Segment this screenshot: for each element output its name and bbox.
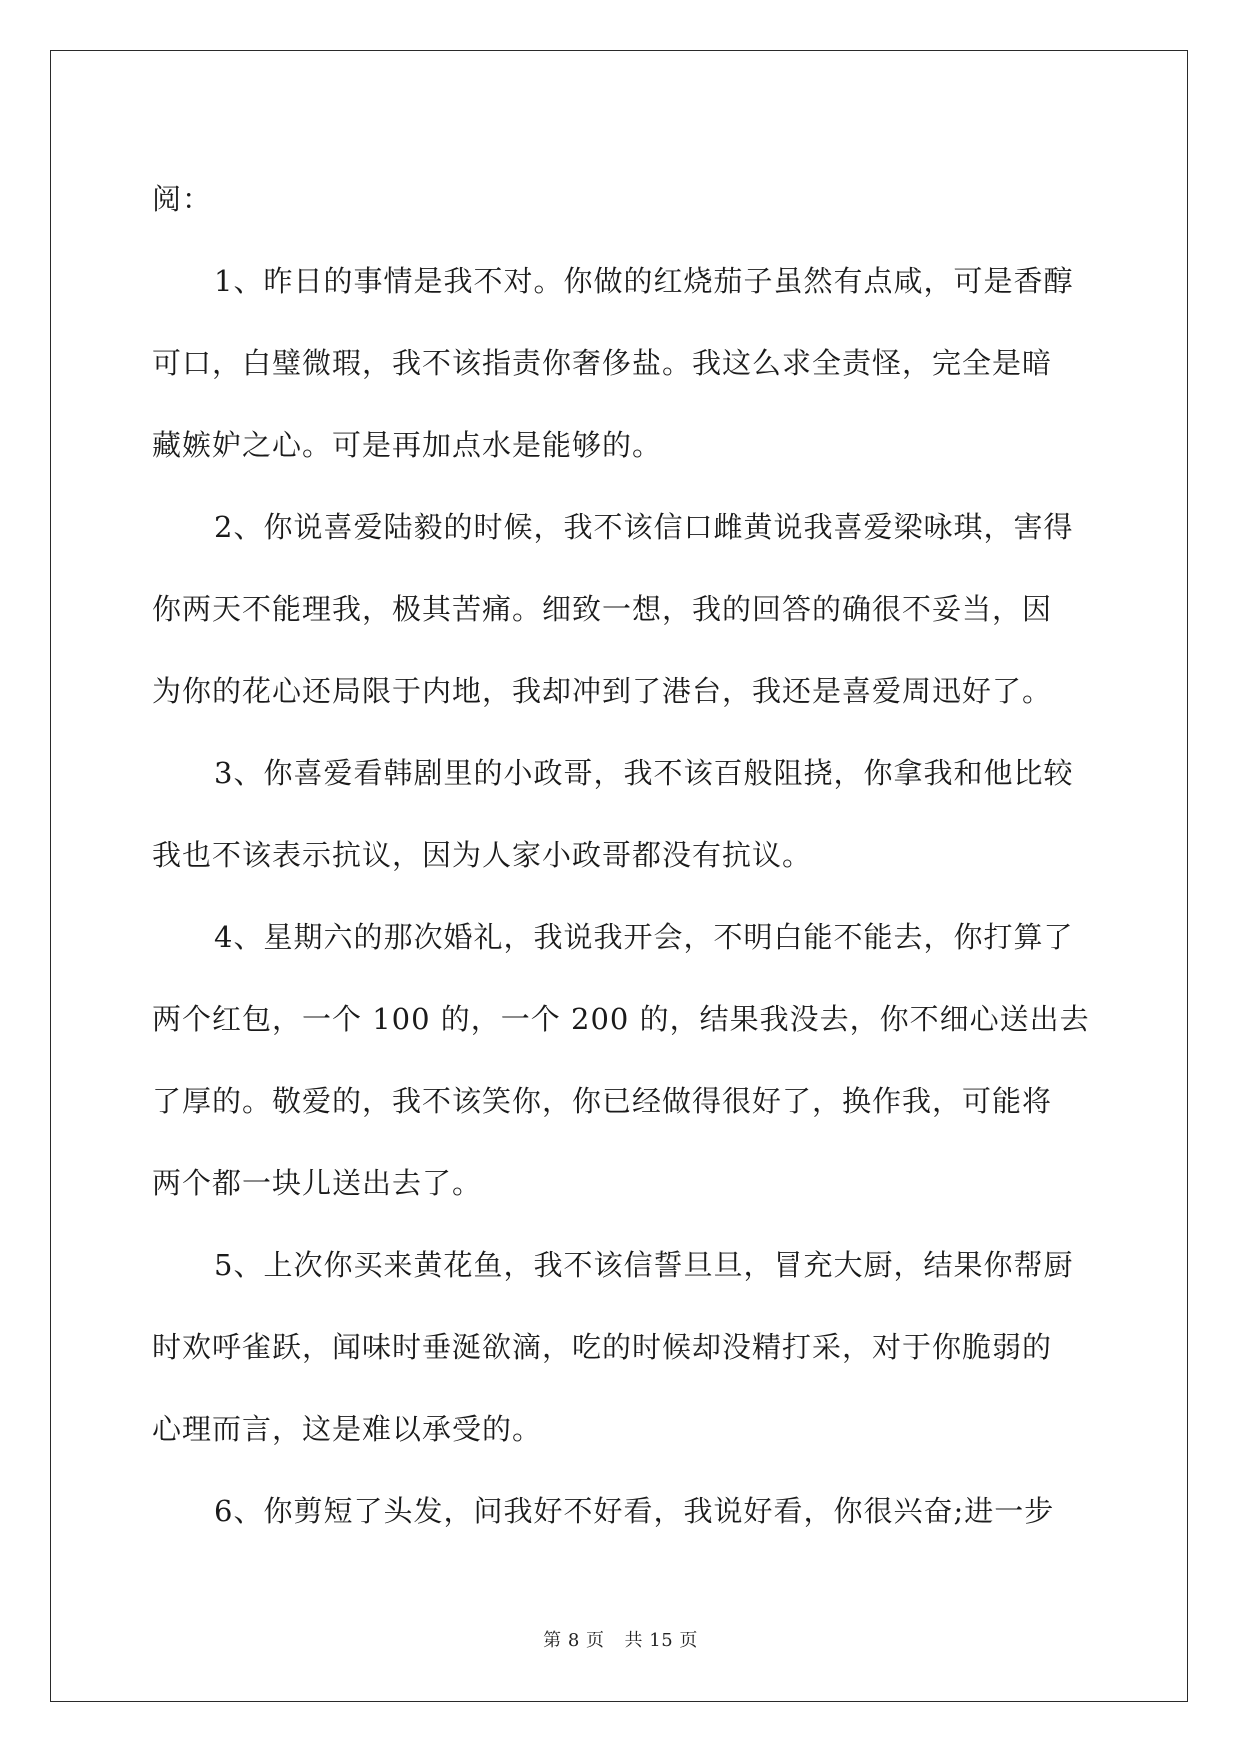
text-line: 可口，白璧微瑕，我不该指责你奢侈盐。我这么求全责怪，完全是暗 <box>152 346 1053 380</box>
paragraph-3-start: 3、你喜爱看韩剧里的小政哥，我不该百般阻挠，你拿我和他比较 <box>214 756 1074 790</box>
paragraph-5-start: 5、上次你买来黄花鱼，我不该信誓旦旦，冒充大厨，结果你帮厨 <box>214 1248 1074 1282</box>
current-page-number: 第 8 页 <box>543 1630 605 1651</box>
paragraph-2-start: 2、你说喜爱陆毅的时候，我不该信口雌黄说我喜爱梁咏琪，害得 <box>214 510 1074 544</box>
text-line: 你两天不能理我，极其苦痛。细致一想，我的回答的确很不妥当，因 <box>152 592 1053 626</box>
document-body <box>152 158 1092 1552</box>
text-line: 时欢呼雀跃，闻味时垂涎欲滴，吃的时候却没精打采，对于你脆弱的 <box>152 1330 1053 1364</box>
text-line: 两个红包，一个 100 的，一个 200 的，结果我没去，你不细心送出去 <box>152 1002 1090 1036</box>
page-footer <box>0 1626 1241 1652</box>
paragraph-4-start: 4、星期六的那次婚礼，我说我开会，不明白能不能去，你打算了 <box>214 920 1074 954</box>
text-line: 阅： <box>152 182 213 216</box>
total-page-count: 共 15 页 <box>624 1630 698 1651</box>
text-line: 我也不该表示抗议，因为人家小政哥都没有抗议。 <box>152 838 813 872</box>
text-line: 了厚的。敬爱的，我不该笑你，你已经做得很好了，换作我，可能将 <box>152 1084 1053 1118</box>
text-line: 为你的花心还局限于内地，我却冲到了港台，我还是喜爱周迅好了。 <box>152 674 1053 708</box>
text-line: 藏嫉妒之心。可是再加点水是能够的。 <box>152 428 663 462</box>
text-line: 两个都一块儿送出去了。 <box>152 1166 483 1200</box>
paragraph-1-start: 1、昨日的事情是我不对。你做的红烧茄子虽然有点咸，可是香醇 <box>214 264 1074 298</box>
paragraph-6-start: 6、你剪短了头发，问我好不好看，我说好看，你很兴奋;进一步 <box>214 1494 1055 1528</box>
text-line: 心理而言，这是难以承受的。 <box>152 1412 543 1446</box>
